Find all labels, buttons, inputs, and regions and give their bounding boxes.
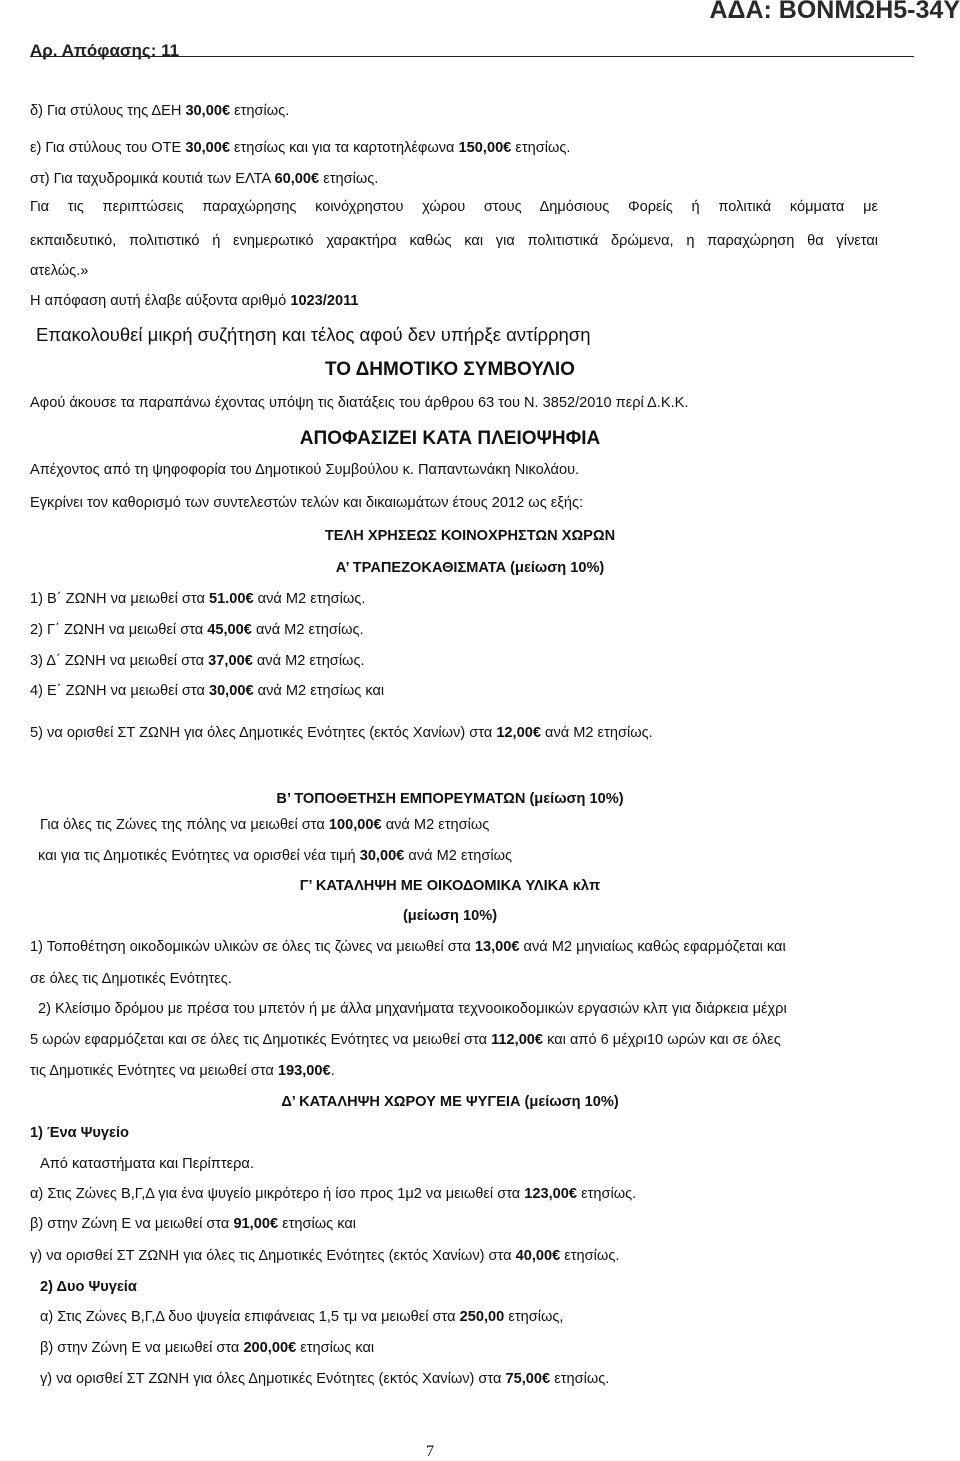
section-c-line: 1) Τοποθέτηση οικοδομικών υλικών σε όλες τις ζώνες να μειωθεί στα 13,00€ ανά Μ2 μηνιαίως καθώς εφαρμόζεται και (30, 939, 786, 955)
section-d-line: Από καταστήματα και Περίπτερα. (40, 1156, 254, 1172)
paragraph-line: ατελώς.» (30, 263, 89, 279)
council-heading: ΤΟ ΔΗΜΟΤΙΚΟ ΣΥΜΒΟΥΛΙΟ (325, 359, 575, 380)
zone-item: 1) Β΄ ΖΩΝΗ να μειωθεί στα 51.00€ ανά Μ2 ετησίως. (30, 591, 366, 607)
section-b-line: Για όλες τις Ζώνες της πόλης να μειωθεί στα 100,00€ ανά Μ2 ετησίως (40, 817, 490, 833)
section-d-line: γ) να ορισθεί ΣΤ ΖΩΝΗ για όλες Δημοτικές Ενότητες (εκτός Χανίων) στα 75,00€ ετησίως. (40, 1371, 610, 1387)
item-e: ε) Για στύλους του ΟΤΕ 30,00€ ετησίως και για τα καρτοτηλέφωνα 150,00€ ετησίως. (30, 140, 571, 156)
section-d-title: Δ’ ΚΑΤΑΛΗΨΗ ΧΩΡΟΥ ΜΕ ΨΥΓΕΙΑ (μείωση 10%) (281, 1094, 619, 1110)
ada-code: ΑΔΑ: ΒΟΝΜΩΗ5-34Υ (709, 0, 960, 24)
paragraph-line: εκπαιδευτικό, πολιτιστικό ή ενημερωτικό χαρακτήρα καθώς και για πολιτιστικά δρώμενα, η παραχώρηση θα γίνεται (30, 233, 878, 249)
decides-heading: ΑΠΟΦΑΣΙΖΕΙ ΚΑΤΑ ΠΛΕΙΟΨΗΦΙΑ (299, 428, 601, 449)
decision-number-line: Η απόφαση αυτή έλαβε αύξοντα αριθμό 1023/2011 (30, 293, 359, 309)
section-b-line: και για τις Δημοτικές Ενότητες να ορισθεί νέα τιμή 30,00€ ανά Μ2 ετησίως (38, 848, 513, 864)
section-fees-title: ΤΕΛΗ ΧΡΗΣΕΩΣ ΚΟΙΝΟΧΡΗΣΤΩΝ ΧΩΡΩΝ (324, 528, 616, 544)
section-c-line: τις Δημοτικές Ενότητες να μειωθεί στα 193,00€. (30, 1063, 335, 1079)
section-d-line: β) στην Ζώνη Ε να μειωθεί στα 200,00€ ετησίως και (40, 1340, 375, 1356)
abstain-line: Απέχοντος από τη ψηφοφορία του Δημοτικού Συμβούλου κ. Παπαντωνάκη Νικολάου. (30, 462, 580, 478)
section-c-title: Γ’ ΚΑΤΑΛΗΨΗ ΜΕ ΟΙΚΟΔΟΜΙΚΑ ΥΛΙΚΑ κλπ (299, 878, 601, 894)
section-d-line: α) Στις Ζώνες Β,Γ,Δ για ένα ψυγείο μικρότερο ή ίσο προς 1μ2 να μειωθεί στα 123,00€ ετησίως. (30, 1186, 637, 1202)
section-d-line: γ) να ορισθεί ΣΤ ΖΩΝΗ για όλες τις Δημοτικές Ενότητες (εκτός Χανίων) στα 40,00€ ετησίως. (30, 1248, 620, 1264)
section-c-line: σε όλες τις Δημοτικές Ενότητες. (30, 971, 232, 987)
section-c-line: 5 ωρών εφαρμόζεται και σε όλες τις Δημοτικές Ενότητες να μειωθεί στα 112,00€ και από 6 μέχρι10 ωρών και σε όλες (30, 1032, 781, 1048)
zone-item: 4) Ε΄ ΖΩΝΗ να μειωθεί στα 30,00€ ανά Μ2 ετησίως και (30, 683, 385, 699)
heard-line: Αφού άκουσε τα παραπάνω έχοντας υπόψη τις διατάξεις του άρθρου 63 του Ν. 3852/2010 περί Δ.Κ.Κ. (30, 395, 689, 411)
section-b-title: Β’ ΤΟΠΟΘΕΤΗΣΗ ΕΜΠΟΡΕΥΜΑΤΩΝ (μείωση 10%) (276, 791, 624, 807)
approves-line: Εγκρίνει τον καθορισμό των συντελεστών τελών και δικαιωμάτων έτους 2012 ως εξής: (30, 495, 584, 511)
zone-item: 5) να ορισθεί ΣΤ ΖΩΝΗ για όλες Δημοτικές Ενότητες (εκτός Χανίων) στα 12,00€ ανά Μ2 ετησίως. (30, 725, 653, 741)
section-d-subtitle: 2) Δυο Ψυγεία (40, 1279, 137, 1295)
section-c-line: 2) Κλείσιμο δρόμου με πρέσα του μπετόν ή με άλλα μηχανήματα τεχνοοικοδομικών εργασιών κλπ για διάρκεια μέχρι (38, 1001, 787, 1017)
discussion-line: Επακολουθεί μικρή συζήτηση και τέλος αφού δεν υπήρξε αντίρρηση (36, 324, 591, 345)
item-st: στ) Για ταχυδρομικά κουτιά των ΕΛΤΑ 60,00€ ετησίως. (30, 171, 379, 187)
section-a-title: Α’ ΤΡΑΠΕΖΟΚΑΘΙΣΜΑΤΑ (μείωση 10%) (335, 560, 605, 576)
zone-item: 3) Δ΄ ΖΩΝΗ να μειωθεί στα 37,00€ ανά Μ2 ετησίως. (30, 653, 365, 669)
section-d-line: β) στην Ζώνη Ε να μειωθεί στα 91,00€ ετησίως και (30, 1216, 357, 1232)
section-c-subtitle: (μείωση 10%) (402, 908, 498, 924)
header-divider (30, 56, 914, 57)
page-number: 7 (426, 1443, 434, 1460)
decision-number: Αρ. Απόφασης: 11 (30, 41, 180, 60)
paragraph-line: Για τις περιπτώσεις παραχώρησης κοινόχρηστου χώρου στους Δημόσιους Φορείς ή πολιτικά κόμματα με (30, 199, 878, 215)
section-d-line: α) Στις Ζώνες Β,Γ,Δ δυο ψυγεία επιφάνειας 1,5 τμ να μειωθεί στα 250,00 ετησίως, (40, 1309, 564, 1325)
zone-item: 2) Γ΄ ΖΩΝΗ να μειωθεί στα 45,00€ ανά Μ2 ετησίως. (30, 622, 364, 638)
item-d: δ) Για στύλους της ΔΕΗ 30,00€ ετησίως. (30, 103, 290, 119)
section-d-subtitle: 1) Ένα Ψυγείο (30, 1125, 129, 1141)
